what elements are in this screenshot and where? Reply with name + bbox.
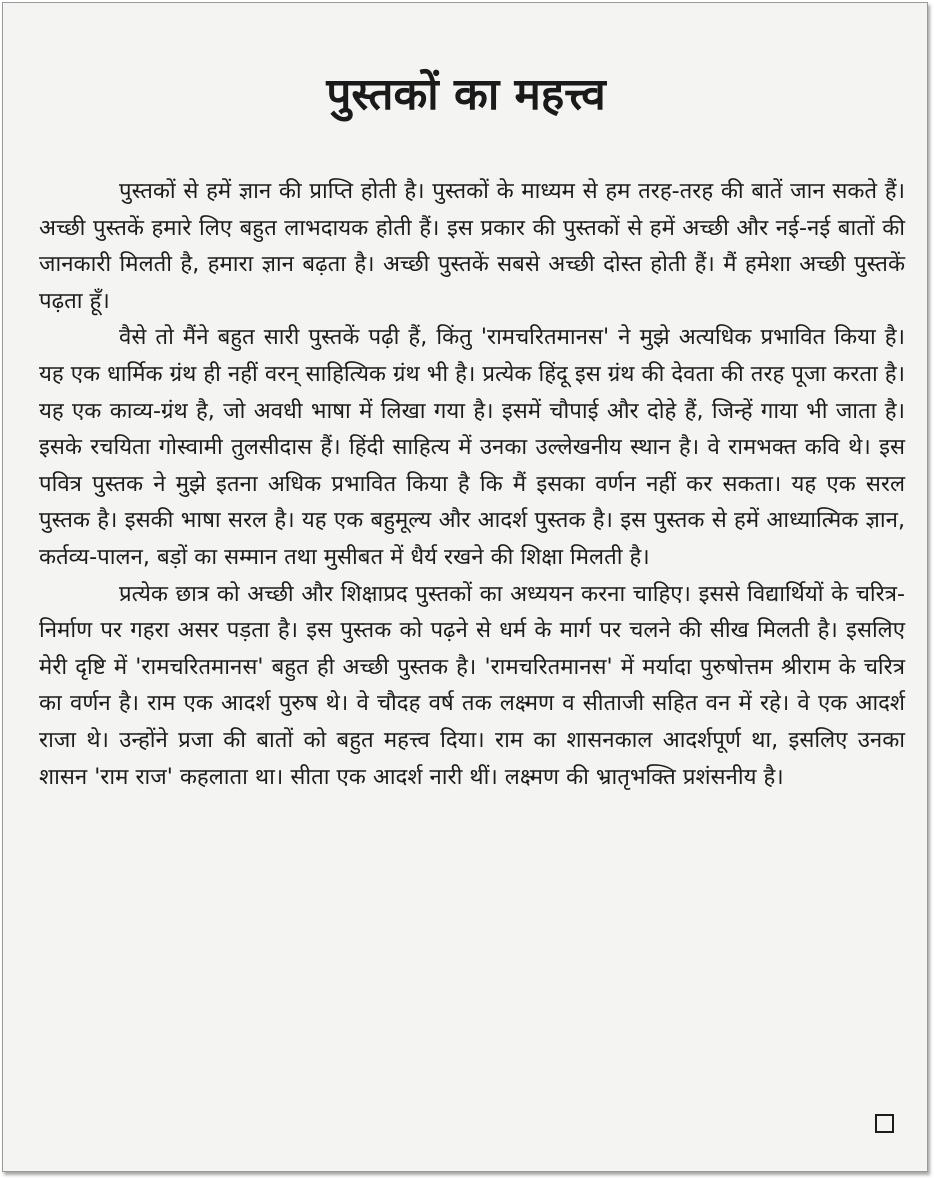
scanned-page xyxy=(2,2,928,1172)
paragraph-3: प्रत्येक छात्र को अच्छी और शिक्षाप्रद पुस्तकों का अध्ययन करना चाहिए। इससे विद्यार्थियों के चरित्र-निर्माण पर गहरा असर पड़ता है। इस पुस्तक को पढ़ने से धर्म के मार्ग पर चलने की सीख मिलती है। इसलिए मेरी दृष्टि में 'रामचरितमानस' बहुत ही अच्छी पुस्तक है। 'रामचरितमानस' में मर्यादा पुरुषोत्तम श्रीराम के चरित्र का वर्णन है। राम एक आदर्श पुरुष थे। वे चौदह वर्ष तक लक्ष्मण व सीताजी सहित वन में रहे। वे एक आदर्श राजा थे। उन्होंने प्रजा की बातों को बहुत महत्त्व दिया। राम का शासनकाल आदर्शपूर्ण था, इसलिए उनका शासन 'राम राज' कहलाता था। सीता एक आदर्श नारी थीं। लक्ष्मण की भ्रातृभक्ति प्रशंसनीय है। xyxy=(39,580,905,790)
essay-body xyxy=(39,173,905,795)
page-title: पुस्तकों का महत्त्व xyxy=(326,69,606,120)
paragraph-1: पुस्तकों से हमें ज्ञान की प्राप्ति होती है। पुस्तकों के माध्यम से हम तरह-तरह की बातें जान सकते हैं। अच्छी पुस्तकें हमारे लिए बहुत लाभदायक होती हैं। इस प्रकार की पुस्तकों से हमें अच्छी और नई-नई बातों की जानकारी मिलती है, हमारा ज्ञान बढ़ता है। अच्छी पुस्तकें सबसे अच्छी दोस्त होती हैं। मैं हमेशा अच्छी पुस्तकें पढ़ता हूँ। xyxy=(39,178,905,314)
square-end-mark-icon xyxy=(875,1114,894,1133)
paragraph-2: वैसे तो मैंने बहुत सारी पुस्तकें पढ़ी हैं, किंतु 'रामचरितमानस' ने मुझे अत्यधिक प्रभावित किया है। यह एक धार्मिक ग्रंथ ही नहीं वरन् साहित्यिक ग्रंथ भी है। प्रत्येक हिंदू इस ग्रंथ की देवता की तरह पूजा करता है। यह एक काव्य-ग्रंथ है, जो अवधी भाषा में लिखा गया है। इसमें चौपाई और दोहे हैं, जिन्हें गाया भी जाता है। इसके रचयिता गोस्वामी तुलसीदास हैं। हिंदी साहित्य में उनका उल्लेखनीय स्थान है। वे रामभक्त कवि थे। इस पवित्र पुस्तक ने मुझे इतना अधिक प्रभावित किया है कि मैं इसका वर्णन नहीं कर सकता। यह एक सरल पुस्तक है। इसकी भाषा सरल है। यह एक बहुमूल्य और आदर्श पुस्तक है। इस पुस्तक से हमें आध्यात्मिक ज्ञान, कर्तव्य-पालन, बड़ों का सम्मान तथा मुसीबत में धैर्य रखने की शिक्षा मिलती है। xyxy=(39,324,905,570)
